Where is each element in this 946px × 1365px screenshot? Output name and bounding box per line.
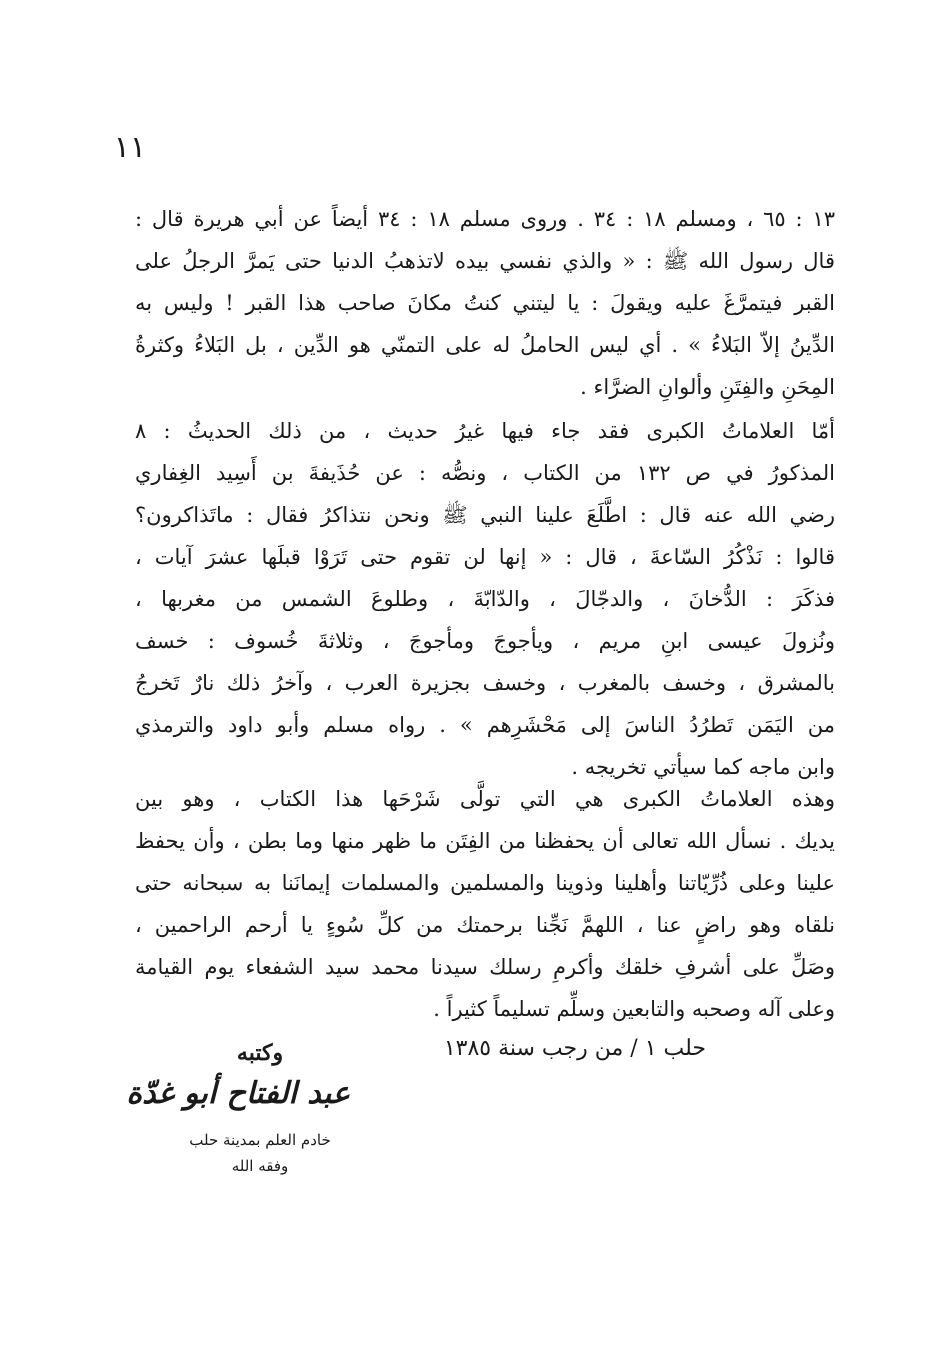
text-line: المذكورُ في ص ١٣٢ من الكتاب ، ونصُّه : عن حُذَيفةَ بن أَسِيد الغِفاري [135,461,835,485]
text-line: أمّا العلاماتُ الكبرى فقد جاء فيها غيرُ حديث ، من ذلك الحديثُ : ٨ [135,419,835,443]
text-line: قال رسول الله ﷺ : « والذي نفسي بيده لاتذهبُ الدنيا حتى يَمرَّ الرجلُ على [135,249,835,273]
text-line: من اليَمَن تَطرُدُ الناسَ إلى مَحْشَرِهم » . رواه مسلم وأبو داود والترمذي [135,713,835,737]
text-line: نلقاه وهو راضٍ عنا ، اللهمَّ نَجِّنا برحمتك من كلِّ سُوءٍ يا أرحم الراحمين ، [135,913,835,937]
text-line: يديك . نسأل الله تعالى أن يحفظنا من الفِتَن ما ظهر منها وما بطن ، وأن يحفظ [135,829,835,853]
text-line: وصَلِّ على أشرفِ خلقك وأكرمِ رسلك سيدنا محمد سيد الشفعاء يوم القيامة [135,955,835,979]
wrote-label: وكتبه [236,1040,284,1066]
paragraph-2 [135,410,835,788]
text-line: وابن ماجه كما سيأتي تخريجه . [571,755,835,779]
text-line: ونُزولَ عيسى ابنِ مريم ، ويأجوجَ ومأجوجَ ، وثلاثةَ خُسوف : خسف [135,629,835,653]
page-number: ١١ [113,130,146,165]
text-line: رضي الله عنه قال : اطَّلَعَ علينا النبي ﷺ ونحن نتذاكرُ فقال : ماتَذاكرون؟ [135,503,835,527]
text-line: المِحَنِ والفِتَنِ وألوانِ الضرَّاء . [580,375,835,399]
text-line: ١٣ : ٦٥ ، ومسلم ١٨ : ٣٤ . وروى مسلم ١٨ : ٣٤ أيضاً عن أبي هريرة قال : [135,207,836,231]
author-signature: عبد الفتاح أبو غدّة [126,1076,350,1111]
text-line: فذكَرَ : الدُّخانَ ، والدجّالَ ، والدّابّةَ ، وطلوعَ الشمس من مغربها ، [135,587,835,611]
text-line: القبر فيتمرَّغَ عليه ويقولَ : يا ليتني كنتُ مكانَ صاحب هذا القبر ! وليس به [135,291,835,315]
text-line: الدِّينُ إلاّ البَلاءُ » . أي ليس الحاملُ له على التمنّي هو الدِّين ، بل البَلاءُ وكثرةُ [135,333,835,357]
text-line: علينا وعلى ذُرِّيّاتنا وأهلينا وذوينا والمسلمين والمسلمات إيمانَنا به سبحانه حتى [135,871,835,895]
paragraph-1 [135,198,835,408]
text-line: قالوا : نَذْكُرُ السّاعةَ ، قال : « إنها لن تقوم حتى تَرَوْا قبلَها عشرَ آيات ، [135,545,835,569]
paragraph-3 [135,778,835,1030]
text-line: بالمشرق ، وخسف بالمغرب ، وخسف بجزيرة العرب ، وآخرُ ذلك نارٌ تَخرجُ [135,671,835,695]
author-blessing: وفقه الله [231,1157,289,1175]
signature-block [126,1040,350,1179]
author-title: خادم العلم بمدينة حلب [189,1131,331,1149]
date-line: حلب ١ / من رجب سنة ١٣٨٥ [443,1036,706,1061]
text-line: وعلى آله وصحبه والتابعين وسلِّم تسليماً كثيراً . [433,997,835,1021]
text-line: وهذه العلاماتُ الكبرى هي التي تولَّى شَرْحَها هذا الكتاب ، وهو بين [135,787,835,811]
